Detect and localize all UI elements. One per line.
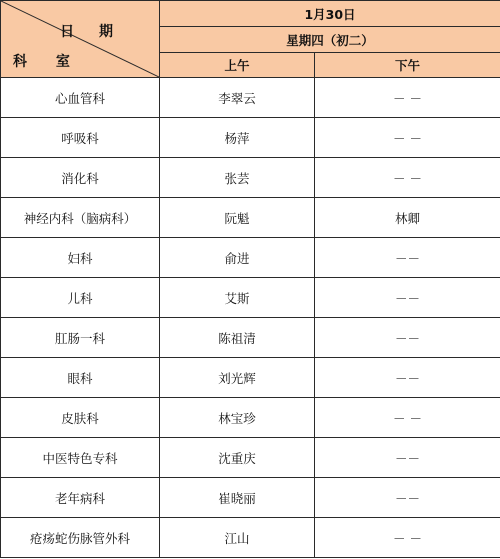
afternoon-doctor-cell: －－ [315,238,500,278]
afternoon-doctor-cell: － － [315,518,500,558]
date-header: 1月30日 [160,1,500,27]
table-row [1,278,500,318]
morning-doctor-cell: 崔晓丽 [160,478,315,518]
morning-doctor-cell: 俞进 [160,238,315,278]
department-cell: 老年病科 [1,478,160,518]
afternoon-doctor-cell: － － [315,158,500,198]
department-axis-label: 科 室 [13,54,82,70]
corner-header-cell [1,1,160,78]
afternoon-doctor-cell: － － [315,118,500,158]
date-axis-label: 日 期 [60,24,123,40]
department-cell: 心血管科 [1,78,160,118]
morning-doctor-cell: 陈祖清 [160,318,315,358]
department-cell: 妇科 [1,238,160,278]
table-row [1,518,500,558]
department-cell: 肛肠一科 [1,318,160,358]
department-cell: 皮肤科 [1,398,160,438]
table-row [1,398,500,438]
morning-doctor-cell: 沈重庆 [160,438,315,478]
department-cell: 消化科 [1,158,160,198]
morning-doctor-cell: 张芸 [160,158,315,198]
table-row [1,438,500,478]
morning-header: 上午 [160,53,315,78]
afternoon-doctor-cell: －－ [315,478,500,518]
department-cell: 呼吸科 [1,118,160,158]
table-body [1,1,500,558]
header-row-date [1,1,500,27]
morning-doctor-cell: 艾斯 [160,278,315,318]
table-row [1,78,500,118]
department-cell: 眼科 [1,358,160,398]
department-cell: 神经内科（脑病科） [1,198,160,238]
afternoon-doctor-cell: － － [315,78,500,118]
afternoon-header: 下午 [315,53,500,78]
afternoon-doctor-cell: － － [315,398,500,438]
table-row [1,158,500,198]
department-cell: 疮疡蛇伤脉管外科 [1,518,160,558]
morning-doctor-cell: 江山 [160,518,315,558]
morning-doctor-cell: 阮魁 [160,198,315,238]
table-row [1,478,500,518]
table-row [1,318,500,358]
table-row [1,358,500,398]
morning-doctor-cell: 林宝珍 [160,398,315,438]
afternoon-doctor-cell: －－ [315,358,500,398]
table-row [1,198,500,238]
afternoon-doctor-cell: －－ [315,318,500,358]
department-cell: 中医特色专科 [1,438,160,478]
afternoon-doctor-cell: －－ [315,438,500,478]
morning-doctor-cell: 刘光辉 [160,358,315,398]
morning-doctor-cell: 李翠云 [160,78,315,118]
table-row [1,118,500,158]
afternoon-doctor-cell: 林卿 [315,198,500,238]
department-cell: 儿科 [1,278,160,318]
weekday-header: 星期四（初二） [160,27,500,53]
afternoon-doctor-cell: －－ [315,278,500,318]
morning-doctor-cell: 杨萍 [160,118,315,158]
table-row [1,238,500,278]
